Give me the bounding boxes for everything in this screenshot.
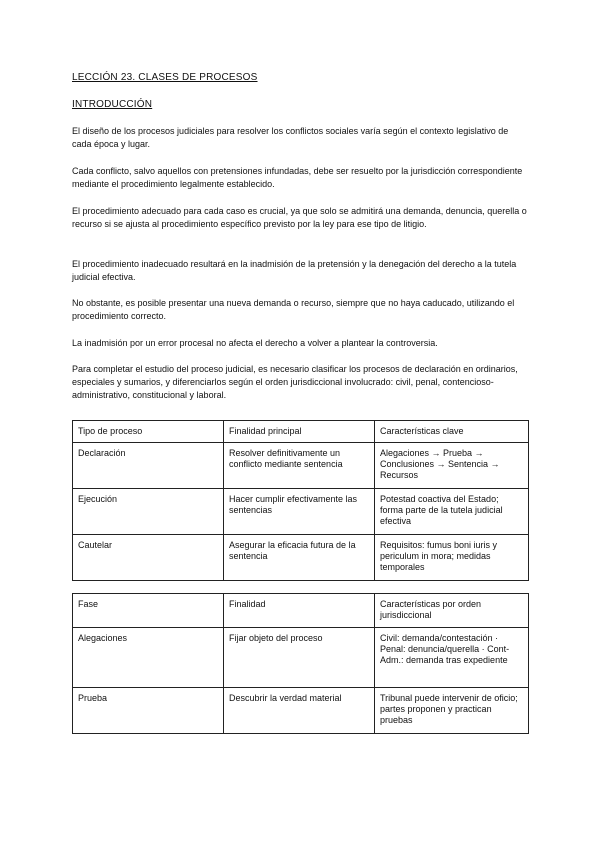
process-types-table: [72, 420, 529, 581]
table-header-cell: Tipo de proceso: [73, 421, 224, 443]
table-header-cell: Finalidad: [224, 594, 375, 628]
table-row: [73, 489, 529, 535]
paragraph: El procedimiento adecuado para cada caso es crucial, ya que solo se admitirá una demanda, denuncia, querella o recurso si se ajusta al procedimiento específico previsto por la ley para ese tipo de litigio.: [72, 206, 527, 229]
paragraph: No obstante, es posible presentar una nueva demanda o recurso, siempre que no haya caducado, utilizando el procedimiento correcto.: [72, 298, 515, 321]
table-cell: Prueba: [73, 688, 224, 734]
process-phases-table: [72, 593, 529, 734]
table-cell: Cautelar: [73, 535, 224, 581]
table-cell: Descubrir la verdad material: [224, 688, 375, 734]
table-cell: Requisitos: fumus boni iuris y periculum in mora; medidas temporales: [375, 535, 529, 581]
table-cell: Asegurar la eficacia futura de la sentencia: [224, 535, 375, 581]
table-header-cell: Características por orden jurisdiccional: [375, 594, 529, 628]
table-row: [73, 688, 529, 734]
table-row: [73, 443, 529, 489]
table-cell: Alegaciones: [73, 628, 224, 688]
table-cell: Ejecución: [73, 489, 224, 535]
table-cell: Potestad coactiva del Estado; forma parte de la tutela judicial efectiva: [375, 489, 529, 535]
paragraph: Cada conflicto, salvo aquellos con pretensiones infundadas, debe ser resuelto por la jurisdicción correspondiente mediante el procedimiento legalmente establecido.: [72, 166, 523, 189]
lesson-title: LECCIÓN 23. CLASES DE PROCESOS: [72, 72, 258, 83]
paragraph: El diseño de los procesos judiciales para resolver los conflictos sociales varía según el contexto legislativo de cada época y lugar.: [72, 126, 509, 149]
paragraph: Para completar el estudio del proceso judicial, es necesario clasificar los procesos de declaración en ordinarios, especiales y sumarios, y diferenciarlos según el orden jurisdiccional involucrado: civil, penal, contencioso-administrativo, constitucional y laboral.: [72, 364, 518, 400]
table-cell: Resolver definitivamente un conflicto mediante sentencia: [224, 443, 375, 489]
table-header-cell: Características clave: [375, 421, 529, 443]
table-header-row: [73, 421, 529, 443]
table-cell: Fijar objeto del proceso: [224, 628, 375, 688]
table-header-cell: Finalidad principal: [224, 421, 375, 443]
section-heading: INTRODUCCIÓN: [72, 99, 153, 110]
table-cell: Tribunal puede intervenir de oficio; partes proponen y practican pruebas: [375, 688, 529, 734]
table-cell: Civil: demanda/contestación · Penal: denuncia/querella · Cont-Adm.: demanda tras expediente: [375, 628, 529, 688]
table-header-cell: Fase: [73, 594, 224, 628]
table-cell: Declaración: [73, 443, 224, 489]
table-cell: Alegaciones → Prueba → Conclusiones → Sentencia → Recursos: [375, 443, 529, 489]
table-cell: Hacer cumplir efectivamente las sentencias: [224, 489, 375, 535]
table-header-row: [73, 594, 529, 628]
table-row: [73, 628, 529, 688]
paragraph: El procedimiento inadecuado resultará en la inadmisión de la pretensión y la denegación del derecho a la tutela judicial efectiva.: [72, 259, 517, 282]
table-row: [73, 535, 529, 581]
paragraph: La inadmisión por un error procesal no afecta el derecho a volver a plantear la controversia.: [72, 338, 438, 348]
